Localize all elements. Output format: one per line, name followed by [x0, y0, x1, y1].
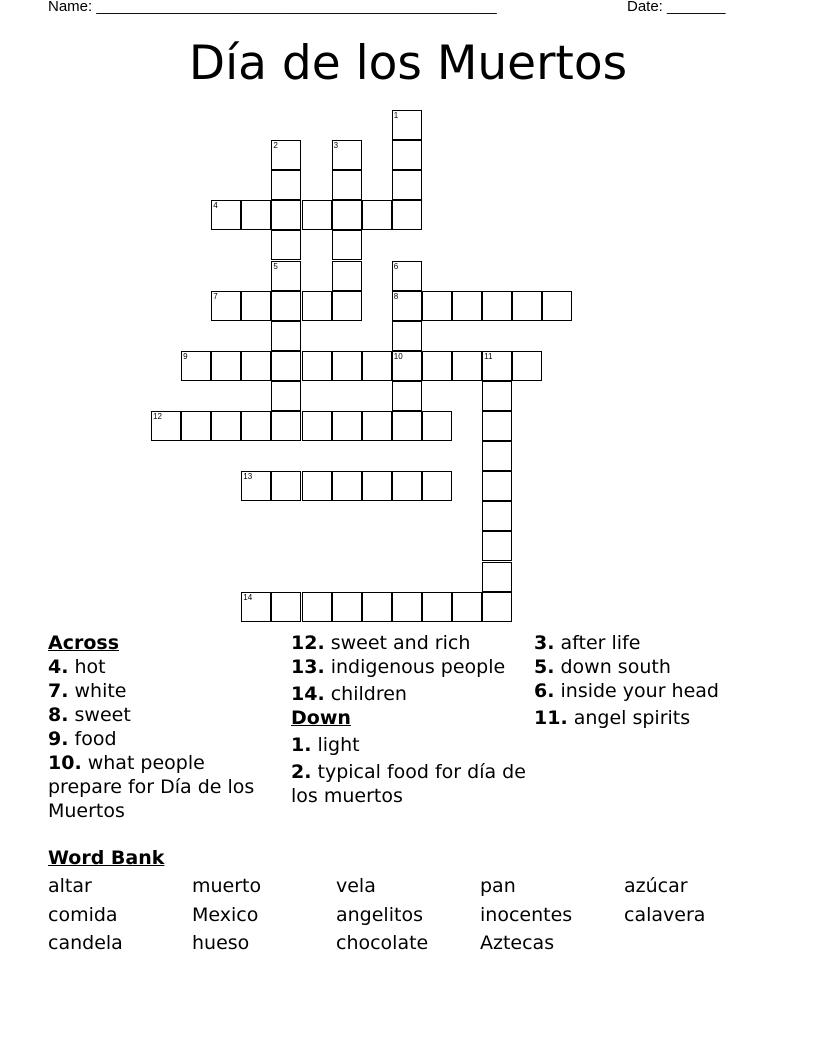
crossword-cell[interactable]	[271, 140, 301, 170]
crossword-cell[interactable]	[332, 351, 362, 381]
word-bank-item: calavera	[624, 903, 706, 926]
clue-number-label: 2	[273, 141, 278, 151]
word-bank-item: Mexico	[192, 903, 259, 926]
clue-number-label: 13	[243, 472, 253, 482]
clue-text: white	[74, 680, 127, 702]
word-bank-item: inocentes	[480, 903, 573, 926]
crossword-cell[interactable]	[302, 592, 332, 622]
crossword-cell[interactable]	[392, 411, 422, 441]
clue-number: 11.	[534, 707, 568, 729]
clue-down-2	[291, 760, 527, 808]
clue-number-label: 1	[393, 111, 399, 120]
crossword-cell[interactable]	[512, 351, 542, 381]
crossword-cell[interactable]	[332, 592, 362, 622]
across-heading: Across	[48, 632, 120, 654]
clue-text: what people prepare for Día de los Muertos	[48, 752, 255, 822]
clue-number-label: 14	[243, 592, 253, 602]
clue-number-label: 6	[393, 261, 399, 271]
clue-number: 5.	[534, 656, 555, 678]
clue-text: angel spirits	[573, 707, 691, 729]
crossword-cell[interactable]	[271, 230, 301, 260]
crossword-cell[interactable]	[482, 351, 512, 381]
crossword-cell[interactable]	[302, 471, 332, 501]
clue-number: 10.	[48, 752, 82, 774]
page-title: Día de los Muertos	[188, 36, 628, 91]
clue-number: 14.	[291, 683, 325, 705]
word-bank-item: comida	[48, 903, 118, 926]
clue-down-5	[534, 655, 770, 679]
crossword-cell[interactable]	[181, 351, 211, 381]
crossword-cell[interactable]	[482, 471, 512, 501]
clue-across-8	[48, 703, 284, 727]
clue-number-label: 10	[393, 351, 403, 361]
crossword-cell[interactable]	[482, 501, 512, 531]
clue-number-label: 11	[484, 351, 493, 361]
clue-number: 4.	[48, 656, 69, 678]
date-field: Date: _______	[627, 0, 726, 15]
crossword-cell[interactable]	[302, 351, 332, 381]
crossword-cell[interactable]	[302, 200, 332, 230]
clue-number: 2.	[291, 761, 312, 783]
crossword-cell[interactable]	[422, 291, 452, 321]
clue-text: food	[74, 728, 117, 750]
word-bank-item: altar	[48, 875, 92, 897]
crossword-cell[interactable]	[482, 291, 512, 321]
crossword-cell[interactable]	[422, 592, 452, 622]
crossword-cell[interactable]	[392, 140, 422, 170]
crossword-cell[interactable]	[392, 291, 422, 321]
clue-text: children	[330, 683, 407, 705]
clue-number-label: 4	[213, 201, 218, 211]
crossword-cell[interactable]	[392, 110, 422, 140]
clue-across-14	[291, 682, 527, 706]
crossword-cell[interactable]	[392, 351, 422, 381]
clue-text: after life	[560, 632, 641, 654]
clue-number-label: 5	[273, 261, 278, 271]
crossword-cell[interactable]	[482, 381, 512, 411]
clue-across-10	[48, 751, 284, 823]
clue-down-3	[534, 631, 770, 655]
clue-number: 13.	[291, 656, 325, 678]
clue-across-7	[48, 679, 284, 703]
crossword-cell[interactable]	[271, 351, 301, 381]
name-field: Name: ________________________________________________	[48, 0, 497, 15]
crossword-cell[interactable]	[271, 200, 301, 230]
crossword-cell[interactable]	[482, 411, 512, 441]
crossword-cell[interactable]	[332, 200, 362, 230]
crossword-cell[interactable]	[422, 351, 452, 381]
clue-text: hot	[74, 656, 106, 678]
clue-across-12	[291, 631, 527, 655]
crossword-cell[interactable]	[241, 411, 271, 441]
word-bank-title: Word Bank	[48, 847, 165, 869]
crossword-cell[interactable]	[271, 261, 301, 291]
crossword-cell[interactable]	[271, 411, 301, 441]
clue-number: 6.	[534, 680, 555, 702]
clue-number: 1.	[291, 734, 312, 756]
clue-number: 3.	[534, 632, 555, 654]
crossword-cell[interactable]	[241, 592, 271, 622]
crossword-cell[interactable]	[332, 291, 362, 321]
down-heading: Down	[291, 707, 351, 729]
crossword-cell[interactable]	[211, 200, 241, 230]
clue-number-label: 8	[393, 291, 399, 301]
clue-number-label: 3	[333, 141, 339, 151]
crossword-cell[interactable]	[241, 471, 271, 501]
crossword-cell[interactable]	[482, 441, 512, 471]
crossword-cell[interactable]	[302, 291, 332, 321]
crossword-cell[interactable]	[392, 381, 422, 411]
crossword-cell[interactable]	[362, 592, 392, 622]
word-bank-item: muerto	[192, 875, 262, 897]
crossword-cell[interactable]	[512, 291, 542, 321]
clues-column-1	[48, 631, 284, 823]
word-bank-item: vela	[336, 875, 376, 897]
clue-number-label: 7	[213, 291, 218, 301]
crossword-cell[interactable]	[392, 321, 422, 351]
crossword-cell[interactable]	[482, 592, 512, 622]
clue-across-4	[48, 655, 284, 679]
word-bank-item: candela	[48, 932, 123, 954]
clue-number: 7.	[48, 680, 69, 702]
crossword-cell[interactable]	[241, 351, 271, 381]
crossword-cell[interactable]	[332, 411, 362, 441]
crossword-cell[interactable]	[422, 471, 452, 501]
clue-across-9	[48, 727, 284, 751]
crossword-cell[interactable]	[392, 261, 422, 291]
crossword-cell[interactable]	[332, 230, 362, 260]
clue-number-label: 9	[183, 351, 188, 361]
crossword-cell[interactable]	[392, 170, 422, 200]
crossword-cell[interactable]	[332, 261, 362, 291]
clue-number-label: 12	[153, 412, 162, 421]
crossword-cell[interactable]	[362, 200, 392, 230]
crossword-cell[interactable]	[482, 562, 512, 592]
word-bank-item: angelitos	[336, 903, 423, 926]
crossword-cell[interactable]	[271, 471, 301, 501]
clue-across-13	[291, 655, 527, 679]
crossword-cell[interactable]	[302, 411, 332, 441]
crossword-cell[interactable]	[271, 592, 301, 622]
clue-text: down south	[560, 656, 671, 678]
word-bank-item: azúcar	[624, 875, 688, 897]
crossword-cell[interactable]	[392, 592, 422, 622]
word-bank-item: pan	[480, 875, 516, 897]
crossword-cell[interactable]	[211, 351, 241, 381]
clue-text: typical food for día de los muertos	[291, 761, 526, 807]
word-bank	[48, 874, 788, 960]
clue-down-1	[291, 733, 527, 757]
word-bank-item: chocolate	[336, 932, 429, 954]
crossword-cell[interactable]	[392, 471, 422, 501]
word-bank-item: Aztecas	[480, 932, 555, 954]
word-bank-item: hueso	[192, 932, 250, 954]
crossword-cell[interactable]	[271, 291, 301, 321]
crossword-cell[interactable]	[362, 471, 392, 501]
crossword-cell[interactable]	[151, 411, 181, 441]
crossword-cell[interactable]	[181, 411, 211, 441]
crossword-cell[interactable]	[392, 200, 422, 230]
crossword-cell[interactable]	[271, 381, 301, 411]
clue-text: inside your head	[560, 680, 719, 702]
clue-number: 9.	[48, 728, 69, 750]
crossword-cell[interactable]	[422, 411, 452, 441]
crossword-cell[interactable]	[332, 140, 362, 170]
crossword-cell[interactable]	[332, 170, 362, 200]
clue-text: sweet	[74, 704, 131, 726]
clue-down-6	[534, 679, 770, 703]
clue-number: 8.	[48, 704, 69, 726]
clues-column-3	[534, 631, 770, 730]
crossword-cell[interactable]	[542, 291, 572, 321]
crossword-cell[interactable]	[362, 411, 392, 441]
crossword-cell[interactable]	[482, 531, 512, 561]
crossword-cell[interactable]	[271, 321, 301, 351]
crossword-cell[interactable]	[241, 200, 271, 230]
clue-text: sweet and rich	[330, 632, 471, 654]
crossword-cell[interactable]	[211, 411, 241, 441]
crossword-cell[interactable]	[362, 351, 392, 381]
crossword-cell[interactable]	[452, 291, 482, 321]
clue-number: 12.	[291, 632, 325, 654]
crossword-cell[interactable]	[211, 291, 241, 321]
crossword-cell[interactable]	[452, 592, 482, 622]
clue-text: indigenous people	[330, 656, 506, 678]
crossword-cell[interactable]	[452, 351, 482, 381]
crossword-cell[interactable]	[332, 471, 362, 501]
clues-column-2	[291, 631, 527, 808]
crossword-cell[interactable]	[241, 291, 271, 321]
clue-text: light	[317, 734, 360, 756]
crossword-cell[interactable]	[271, 170, 301, 200]
clue-down-11	[534, 706, 770, 730]
